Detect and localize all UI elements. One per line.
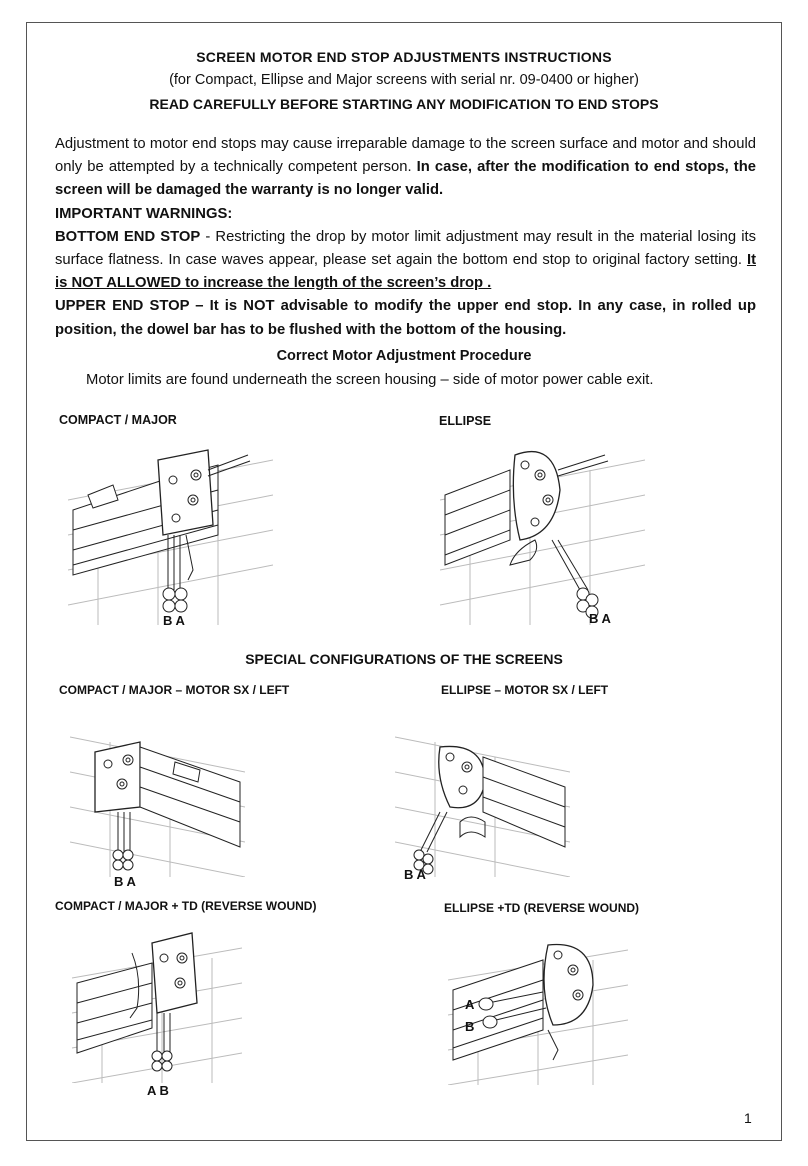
compact-major-td-illustration	[72, 928, 242, 1083]
important-warnings-heading: IMPORTANT WARNINGS:	[55, 205, 233, 222]
drop-length-warning: It is NOT ALLOWED to increase the length of the screen’s drop .	[55, 252, 756, 292]
compact-major-td-caption: A B	[147, 1083, 169, 1098]
procedure-title: Correct Motor Adjustment Procedure	[276, 348, 532, 364]
ellipse-td-caption-b: B	[465, 1019, 475, 1034]
special-configurations-title: SPECIAL CONFIGURATIONS OF THE SCREENS	[245, 651, 563, 667]
procedure-text: Motor limits are found underneath the screen housing – side of motor power cable exit.	[86, 372, 654, 388]
intro-text: Adjustment to motor end stops may cause irreparable damage to the screen surface and motor and should only be attempted by a technically competent person.	[55, 136, 756, 176]
bottom-end-stop-label: BOTTOM END STOP	[55, 228, 201, 245]
warranty-warning: In case, after the modification to end stops, the screen will be damaged the warranty is no longer valid.	[55, 159, 756, 199]
document-title: SCREEN MOTOR END STOP ADJUSTMENTS INSTRUCTIONS	[196, 49, 612, 65]
compact-major-td-label: COMPACT / MAJOR + TD (REVERSE WOUND)	[55, 899, 317, 913]
compact-major-illustration	[68, 440, 273, 625]
intro-paragraph	[55, 133, 756, 203]
ellipse-left-caption: B A	[404, 867, 426, 882]
compact-major-left-illustration	[70, 712, 245, 877]
page-number: 1	[744, 1110, 752, 1126]
ellipse-left-illustration	[395, 712, 570, 877]
read-warning: READ CAREFULLY BEFORE STARTING ANY MODIFICATION TO END STOPS	[149, 96, 659, 112]
compact-major-caption: B A	[163, 613, 185, 628]
bottom-end-stop-paragraph	[55, 226, 756, 296]
compact-major-left-label: COMPACT / MAJOR – MOTOR SX / LEFT	[59, 683, 290, 697]
ellipse-left-label: ELLIPSE – MOTOR SX / LEFT	[441, 683, 609, 697]
compact-major-left-caption: B A	[114, 874, 136, 889]
ellipse-caption: B A	[589, 611, 611, 626]
compact-major-label: COMPACT / MAJOR	[59, 413, 177, 427]
ellipse-label: ELLIPSE	[439, 414, 492, 428]
ellipse-illustration	[440, 440, 645, 625]
document-subtitle: (for Compact, Ellipse and Major screens with serial nr. 09-0400 or higher)	[169, 72, 639, 88]
ellipse-td-caption-a: A	[465, 997, 475, 1012]
ellipse-td-label: ELLIPSE +TD (REVERSE WOUND)	[444, 901, 640, 915]
ellipse-td-illustration	[448, 930, 628, 1085]
upper-end-stop-paragraph: UPPER END STOP – It is NOT advisable to modify the upper end stop. In any case, in rolled up position, the dowel bar has to be flushed with the bottom of the housing.	[55, 298, 756, 338]
bottom-end-stop-text: - Restricting the drop by motor limit adjustment may result in the material losing its surface flatness. In case waves appear, please set again the bottom end stop to original factory setting.	[55, 228, 756, 269]
instructions-body	[55, 133, 756, 342]
